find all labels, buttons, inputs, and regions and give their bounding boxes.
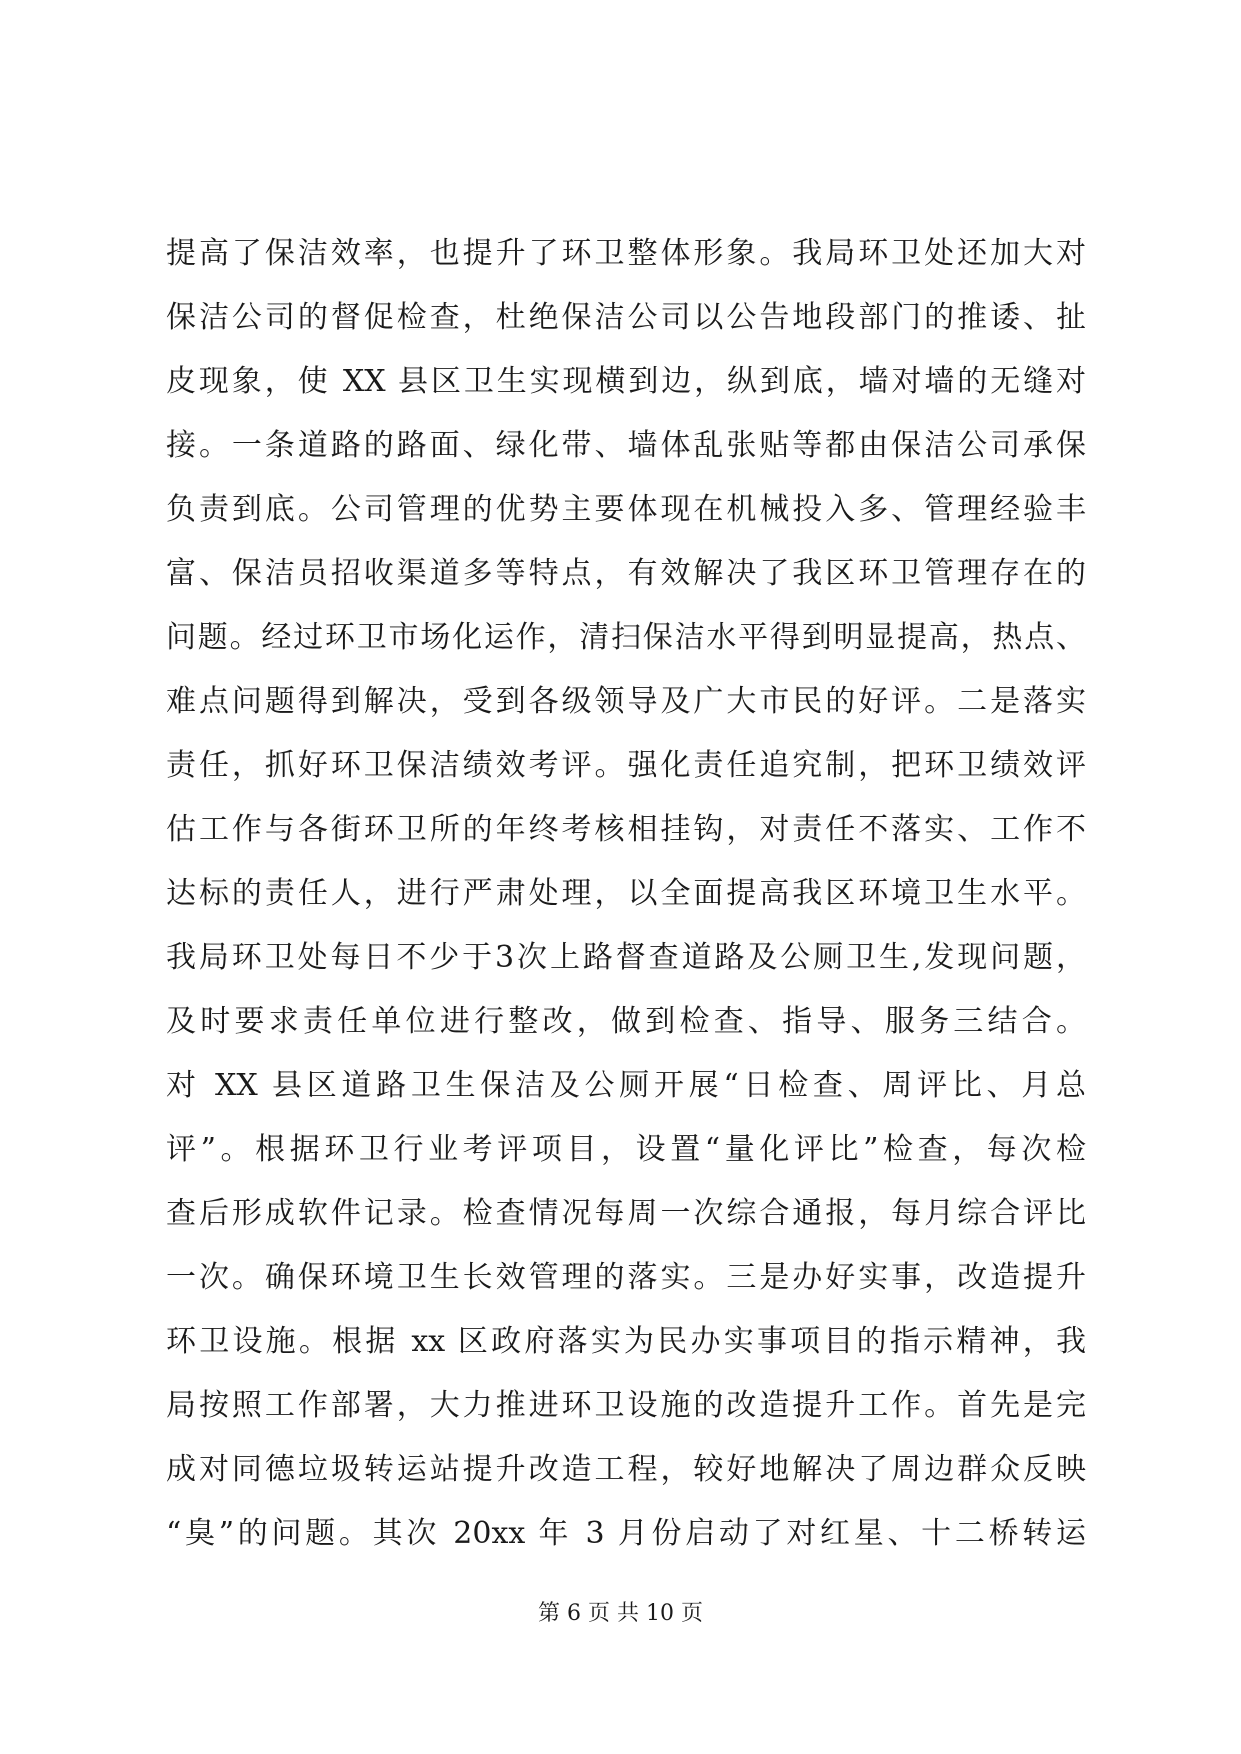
- text-line: 提高了保洁效率，也提升了环卫整体形象。我局环卫处还加大对: [166, 236, 1086, 271]
- text-line: 对 XX 县区道路卫生保洁及公厕开展“日检查、周评比、月总: [166, 1068, 1086, 1103]
- text-line: 我局环卫处每日不少于3次上路督查道路及公厕卫生,发现问题，: [166, 940, 1086, 975]
- text-line: 估工作与各街环卫所的年终考核相挂钩，对责任不落实、工作不: [166, 812, 1086, 847]
- text-line: 难点问题得到解决，受到各级领导及广大市民的好评。二是落实: [166, 684, 1086, 719]
- text-line: 评”。根据环卫行业考评项目，设置“量化评比”检查，每次检: [166, 1132, 1086, 1167]
- text-line: 成对同德垃圾转运站提升改造工程，较好地解决了周边群众反映: [166, 1452, 1086, 1487]
- text-line: 达标的责任人，进行严肃处理，以全面提高我区环境卫生水平。: [166, 876, 1086, 911]
- text-line: 一次。确保环境卫生长效管理的落实。三是办好实事，改造提升: [166, 1260, 1086, 1295]
- page-number: 第 6 页 共 10 页: [538, 1601, 703, 1626]
- text-line: 接。一条道路的路面、绿化带、墙体乱张贴等都由保洁公司承保: [166, 428, 1086, 463]
- text-line: 保洁公司的督促检查，杜绝保洁公司以公告地段部门的推诿、扯: [166, 300, 1086, 335]
- page-footer: [0, 1600, 1241, 1628]
- text-line: 责任，抓好环卫保洁绩效考评。强化责任追究制，把环卫绩效评: [166, 748, 1086, 783]
- text-line: 负责到底。公司管理的优势主要体现在机械投入多、管理经验丰: [166, 492, 1086, 527]
- text-line: 富、保洁员招收渠道多等特点，有效解决了我区环卫管理存在的: [166, 556, 1086, 591]
- text-line: 皮现象，使 XX 县区卫生实现横到边，纵到底，墙对墙的无缝对: [166, 364, 1086, 399]
- text-line: 查后形成软件记录。检查情况每周一次综合通报，每月综合评比: [166, 1196, 1086, 1231]
- text-line: 及时要求责任单位进行整改，做到检查、指导、服务三结合。: [166, 1004, 1086, 1039]
- text-line: “臭”的问题。其次 20xx 年 3 月份启动了对红星、十二桥转运: [166, 1516, 1086, 1551]
- text-line: 环卫设施。根据 xx 区政府落实为民办实事项目的指示精神，我: [166, 1324, 1086, 1359]
- text-line: 局按照工作部署，大力推进环卫设施的改造提升工作。首先是完: [166, 1388, 1086, 1423]
- body-text: [166, 222, 1086, 1566]
- text-line: 问题。经过环卫市场化运作，清扫保洁水平得到明显提高，热点、: [166, 620, 1086, 655]
